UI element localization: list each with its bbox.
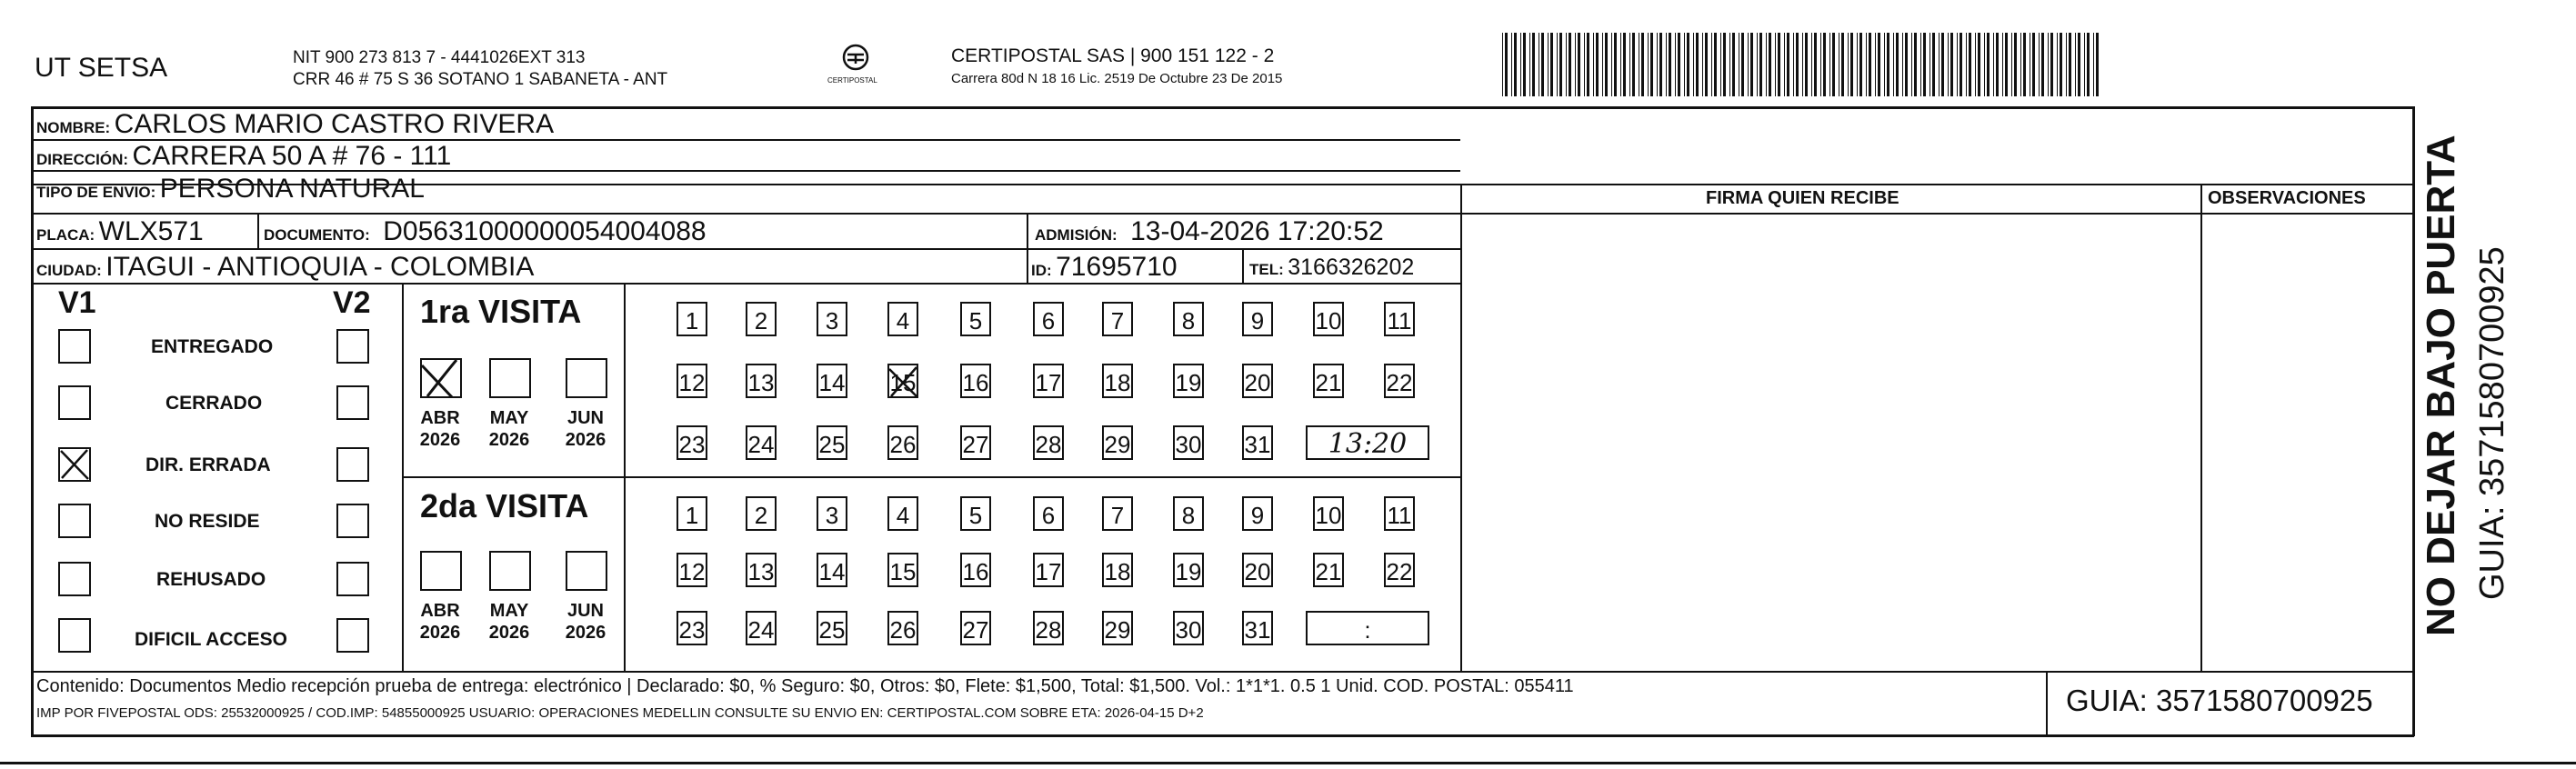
direccion-label: DIRECCIÓN:	[36, 151, 129, 168]
no-dejar-warning: NO DEJAR BAJO PUERTA	[2419, 135, 2463, 636]
first-visit-day-16[interactable]: 16	[960, 364, 991, 398]
direccion-row	[36, 141, 451, 172]
nit-line-1: NIT 900 273 813 7 - 4441026EXT 313	[293, 48, 586, 67]
certipostal-logo	[827, 42, 877, 93]
second-visit-time-field[interactable]: :	[1306, 611, 1429, 645]
second-visit-day-14[interactable]: 14	[817, 553, 847, 587]
observaciones-header: OBSERVACIONES	[2208, 188, 2366, 208]
v1-checkbox-dificil-acceso[interactable]	[58, 618, 91, 653]
id-row	[1031, 252, 1178, 283]
v2-checkbox-rehusado[interactable]	[336, 562, 369, 596]
handwritten-x-mark	[886, 364, 922, 400]
second-visit-day-10[interactable]: 10	[1313, 496, 1344, 531]
first-visit-day-14[interactable]: 14	[817, 364, 847, 398]
second-visit-day-23[interactable]: 23	[677, 611, 707, 645]
first-visit-time-field[interactable]: 13:20	[1306, 425, 1429, 460]
second-visit-day-24[interactable]: 24	[746, 611, 777, 645]
v1-checkbox-entregado[interactable]	[58, 329, 91, 364]
second-visit-month-jun: JUN 2026	[565, 601, 606, 643]
first-visit-day-3[interactable]: 3	[817, 302, 847, 336]
first-visit-day-11[interactable]: 11	[1384, 302, 1415, 336]
first-visit-month-checkbox-may[interactable]	[489, 358, 531, 398]
id-label: ID:	[1031, 262, 1052, 279]
first-visit-day-31[interactable]: 31	[1242, 425, 1273, 460]
admision-label: ADMISIÓN:	[1035, 226, 1118, 244]
second-visit-day-6[interactable]: 6	[1033, 496, 1064, 531]
contenido-line: Contenido: Documentos Medio recepción prueba de entrega: electrónico | Declarado: $0, % Seguro: $0, Otros: $0, Flete: $1,500, Total: $1,500. Vol.: 1*1*1. 0.5 1 Unid. COD. POSTAL: 055411	[36, 676, 1574, 696]
side-guia: GUIA: 3571580700925	[2473, 246, 2511, 600]
first-visit-month-abr: ABR 2026	[419, 408, 461, 450]
second-visit-day-1[interactable]: 1	[677, 496, 707, 531]
v1-checkbox-dir-errada[interactable]	[58, 447, 91, 482]
first-visit-day-4[interactable]: 4	[887, 302, 918, 336]
handwritten-x-mark	[420, 358, 462, 398]
nombre-label: NOMBRE:	[36, 119, 111, 136]
v1-header: V1	[58, 285, 96, 320]
first-visit-day-28[interactable]: 28	[1033, 425, 1064, 460]
certipostal-line-1: CERTIPOSTAL SAS | 900 151 122 - 2	[951, 45, 1275, 66]
second-visit-month-checkbox-jun[interactable]	[566, 551, 607, 591]
second-visit-day-30[interactable]: 30	[1173, 611, 1204, 645]
second-visit-day-8[interactable]: 8	[1173, 496, 1204, 531]
firma-header: FIRMA QUIEN RECIBE	[1706, 188, 1899, 208]
second-visit-day-11[interactable]: 11	[1384, 496, 1415, 531]
first-visit-day-7[interactable]: 7	[1102, 302, 1133, 336]
nombre-value: CARLOS MARIO CASTRO RIVERA	[114, 109, 555, 139]
nombre-row	[36, 109, 554, 140]
nit-line-2: CRR 46 # 75 S 36 SOTANO 1 SABANETA - ANT	[293, 70, 668, 89]
second-visit-day-7[interactable]: 7	[1102, 496, 1133, 531]
status-label-entregado: ENTREGADO	[151, 336, 274, 357]
second-visit-day-9[interactable]: 9	[1242, 496, 1273, 531]
first-visit-day-18[interactable]: 18	[1102, 364, 1133, 398]
second-visit-day-27[interactable]: 27	[960, 611, 991, 645]
tipo-envio-value: PERSONA NATURAL	[159, 174, 425, 204]
v2-checkbox-dificil-acceso[interactable]	[336, 618, 369, 653]
placa-label: PLACA:	[36, 226, 95, 244]
documento-row	[264, 216, 707, 247]
first-visit-day-22[interactable]: 22	[1384, 364, 1415, 398]
admision-value: 13-04-2026 17:20:52	[1130, 216, 1384, 246]
first-visit-day-30[interactable]: 30	[1173, 425, 1204, 460]
handwritten-x-mark	[58, 447, 91, 482]
second-visit-day-21[interactable]: 21	[1313, 553, 1344, 587]
placa-row	[36, 216, 204, 247]
first-visit-month-may: MAY 2026	[488, 408, 530, 450]
second-visit-day-26[interactable]: 26	[887, 611, 918, 645]
first-visit-day-17[interactable]: 17	[1033, 364, 1064, 398]
first-visit-day-6[interactable]: 6	[1033, 302, 1064, 336]
second-visit-day-28[interactable]: 28	[1033, 611, 1064, 645]
first-visit-day-12[interactable]: 12	[677, 364, 707, 398]
second-visit-day-12[interactable]: 12	[677, 553, 707, 587]
status-label-no-reside: NO RESIDE	[155, 511, 260, 532]
second-visit-day-13[interactable]: 13	[746, 553, 777, 587]
footer-guia: GUIA: 3571580700925	[2066, 684, 2373, 717]
scan-edge-line	[0, 762, 2576, 764]
first-visit-day-8[interactable]: 8	[1173, 302, 1204, 336]
first-visit-day-23[interactable]: 23	[677, 425, 707, 460]
ciudad-value: ITAGUI - ANTIOQUIA - COLOMBIA	[105, 252, 535, 282]
tel-row	[1249, 255, 1414, 281]
first-visit-month-checkbox-abr[interactable]	[420, 358, 462, 398]
tipo-envio-row	[36, 174, 425, 205]
placa-value: WLX571	[98, 216, 204, 246]
status-label-dificil-acceso: DIFICIL ACCESO	[135, 629, 288, 650]
first-visit-month-jun: JUN 2026	[565, 408, 606, 450]
second-visit-day-29[interactable]: 29	[1102, 611, 1133, 645]
v1-checkbox-no-reside[interactable]	[58, 504, 91, 538]
first-visit-day-1[interactable]: 1	[677, 302, 707, 336]
second-visit-day-4[interactable]: 4	[887, 496, 918, 531]
tel-value: 3166326202	[1288, 255, 1415, 280]
ciudad-label: CIUDAD:	[36, 262, 102, 279]
certipostal-line-2: Carrera 80d N 18 16 Lic. 2519 De Octubre 23 De 2015	[951, 71, 1283, 86]
imp-line: IMP POR FIVEPOSTAL ODS: 25532000925 / COD.IMP: 54855000925 USUARIO: OPERACIONES MEDELLIN CONSULTE SU ENVIO EN: CERTIPOSTAL.COM SOBRE ETA: 2026-04-15 D+2	[36, 705, 1204, 721]
status-label-rehusado: REHUSADO	[156, 569, 266, 590]
v1-checkbox-rehusado[interactable]	[58, 562, 91, 596]
status-label-cerrado: CERRADO	[165, 393, 263, 414]
first-visit-day-19[interactable]: 19	[1173, 364, 1204, 398]
second-visit-month-checkbox-may[interactable]	[489, 551, 531, 591]
first-visit-day-10[interactable]: 10	[1313, 302, 1344, 336]
second-visit-day-18[interactable]: 18	[1102, 553, 1133, 587]
logo-text: CERTIPOSTAL	[827, 76, 877, 85]
v2-checkbox-cerrado[interactable]	[336, 385, 369, 420]
documento-label: DOCUMENTO:	[264, 226, 370, 244]
second-visit-day-19[interactable]: 19	[1173, 553, 1204, 587]
second-visit-day-3[interactable]: 3	[817, 496, 847, 531]
documento-value: D05631000000054004088	[383, 216, 707, 246]
first-visit-day-29[interactable]: 29	[1102, 425, 1133, 460]
company-name: UT SETSA	[35, 53, 168, 83]
first-visit-day-27[interactable]: 27	[960, 425, 991, 460]
status-label-dir-errada: DIR. ERRADA	[145, 454, 271, 475]
second-visit-day-22[interactable]: 22	[1384, 553, 1415, 587]
second-visit-day-16[interactable]: 16	[960, 553, 991, 587]
tipo-envio-label: TIPO DE ENVIO:	[36, 184, 156, 201]
first-visit-day-26[interactable]: 26	[887, 425, 918, 460]
first-visit-day-15[interactable]: 15	[887, 364, 918, 398]
tel-label: TEL:	[1249, 261, 1284, 278]
first-visit-day-9[interactable]: 9	[1242, 302, 1273, 336]
first-visit-day-20[interactable]: 20	[1242, 364, 1273, 398]
direccion-value: CARRERA 50 A # 76 - 111	[132, 141, 452, 171]
second-visit-day-20[interactable]: 20	[1242, 553, 1273, 587]
id-value: 71695710	[1056, 252, 1178, 282]
second-visit-day-17[interactable]: 17	[1033, 553, 1064, 587]
second-visit-day-5[interactable]: 5	[960, 496, 991, 531]
first-visit-day-2[interactable]: 2	[746, 302, 777, 336]
v2-checkbox-no-reside[interactable]	[336, 504, 369, 538]
first-visit-day-25[interactable]: 25	[817, 425, 847, 460]
second-visit-month-may: MAY 2026	[488, 601, 530, 643]
first-visit-day-24[interactable]: 24	[746, 425, 777, 460]
first-visit-day-21[interactable]: 21	[1313, 364, 1344, 398]
second-visit-day-15[interactable]: 15	[887, 553, 918, 587]
second-visit-month-abr: ABR 2026	[419, 601, 461, 643]
first-visit-month-checkbox-jun[interactable]	[566, 358, 607, 398]
second-visit-month-checkbox-abr[interactable]	[420, 551, 462, 591]
second-visit-title: 2da VISITA	[420, 487, 589, 524]
second-visit-day-2[interactable]: 2	[746, 496, 777, 531]
second-visit-day-31[interactable]: 31	[1242, 611, 1273, 645]
v2-checkbox-entregado[interactable]	[336, 329, 369, 364]
first-visit-day-5[interactable]: 5	[960, 302, 991, 336]
v1-checkbox-cerrado[interactable]	[58, 385, 91, 420]
barcode	[1500, 33, 2100, 96]
admision-row	[1035, 216, 1384, 247]
ciudad-row	[36, 252, 534, 283]
first-visit-day-13[interactable]: 13	[746, 364, 777, 398]
v2-header: V2	[333, 285, 371, 320]
v2-checkbox-dir-errada[interactable]	[336, 447, 369, 482]
second-visit-day-25[interactable]: 25	[817, 611, 847, 645]
first-visit-title: 1ra VISITA	[420, 293, 582, 330]
